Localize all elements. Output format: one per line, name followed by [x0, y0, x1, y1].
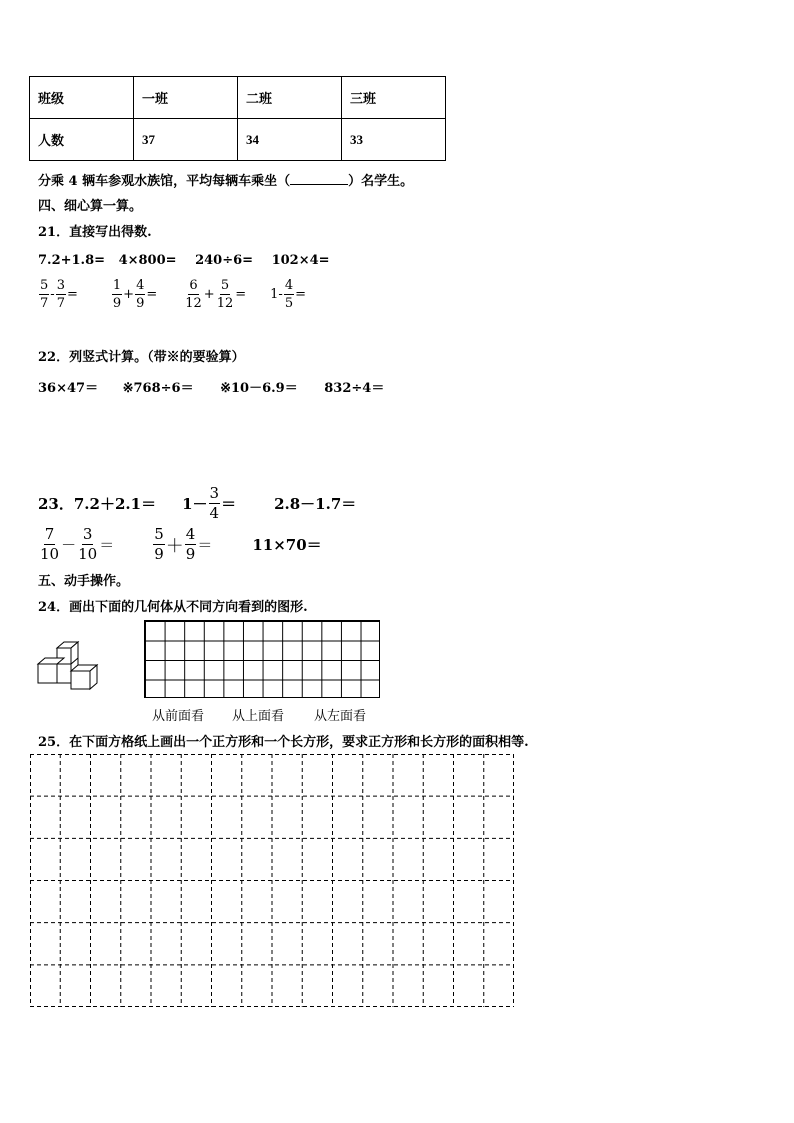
table-cell: 班级 — [30, 77, 134, 119]
q24-title: 24．画出下面的几何体从不同方向看到的图形. — [38, 600, 308, 615]
fraction: $\frac{4}{9}$ — [185, 525, 196, 563]
table-row — [30, 119, 446, 161]
fraction: $\frac{6}{12}$ — [185, 278, 202, 311]
q23-expr: 11×70＝ — [252, 536, 322, 554]
fraction: $\frac{7}{10}$ — [40, 525, 60, 563]
fraction: $\frac{4}{9}$ — [136, 278, 145, 311]
fraction: $\frac{1}{9}$ — [112, 278, 122, 311]
q20-text-after: ）名学生。 — [348, 174, 414, 189]
q21-line1 — [38, 253, 330, 268]
q23-expr: 2.8－1.7＝ — [274, 495, 357, 513]
q22-expr: ※10－6.9＝ — [220, 381, 298, 396]
q21-fraction-row: $\frac{5}{7}$ - $\frac{3}{7}$ = $\frac{1}{9}$ + $\frac{4}{9}$ = $\frac{6}{12}$ + $\frac{5}{12}$ = 1- $\frac{4}{5}$ = — [40, 278, 307, 311]
answer-blank[interactable] — [290, 173, 348, 185]
table-cell: 34 — [238, 119, 342, 161]
view-label-front: 从前面看 — [152, 709, 205, 724]
fraction: $\frac{5}{9}$ — [154, 525, 164, 563]
table-cell: 三班 — [342, 77, 446, 119]
q21-expr: 7.2+1.8= — [38, 253, 106, 268]
q22-title: 22．列竖式计算。（带※的要验算） — [38, 350, 245, 365]
fraction: $\frac{3}{10}$ — [78, 525, 98, 563]
q23-line2: $\frac{7}{10}$ － $\frac{3}{10}$ ＝ $\frac{5}{9}$ ＋ $\frac{4}{9}$ ＝ 11×70＝ — [40, 525, 322, 563]
q22-expr: 832÷4＝ — [324, 381, 385, 396]
q21-expr: 4×800= — [118, 253, 177, 268]
fraction: $\frac{5}{7}$ — [40, 278, 49, 311]
fraction: $\frac{3}{7}$ — [56, 278, 65, 311]
table-cell: 人数 — [30, 119, 134, 161]
drawing-grid-views[interactable] — [144, 620, 380, 698]
table-cell: 33 — [342, 119, 446, 161]
class-table — [29, 76, 446, 161]
q23-label: 23． — [38, 495, 74, 513]
table-cell: 37 — [134, 119, 238, 161]
q20-text-before: 分乘 4 辆车参观水族馆，平均每辆车乘坐（ — [38, 174, 291, 189]
q22-line — [38, 377, 384, 396]
dashed-grid-paper[interactable] — [30, 754, 514, 1007]
q25-title: 25．在下面方格纸上画出一个正方形和一个长方形，要求正方形和长方形的面积相等. — [38, 735, 529, 750]
table-cell: 一班 — [134, 77, 238, 119]
q23-expr: 7.2＋2.1＝ — [73, 495, 157, 513]
fraction: $\frac{3}{4}$ — [209, 484, 220, 522]
section-four-heading: 四、细心算一算。 — [38, 199, 143, 214]
view-label-left: 从左面看 — [314, 709, 367, 724]
cube-solid-figure — [36, 636, 108, 692]
q21-expr: 240÷6= — [195, 253, 254, 268]
view-label-top: 从上面看 — [232, 709, 285, 724]
section-five-heading: 五、动手操作。 — [38, 574, 130, 589]
table-row — [30, 77, 446, 119]
q22-expr: 36×47＝ — [38, 381, 99, 396]
fraction: $\frac{5}{12}$ — [216, 278, 234, 311]
q20-line — [38, 170, 413, 189]
fraction: $\frac{4}{5}$ — [284, 278, 294, 311]
q21-title: 21．直接写出得数. — [38, 225, 152, 240]
q21-expr: 102×4= — [271, 253, 330, 268]
q23-line1: 23． 7.2＋2.1＝ 1－ $\frac{3}{4}$ ＝ 2.8－1.7＝ — [38, 484, 357, 522]
table-cell: 二班 — [238, 77, 342, 119]
q22-expr: ※768÷6＝ — [122, 381, 194, 396]
